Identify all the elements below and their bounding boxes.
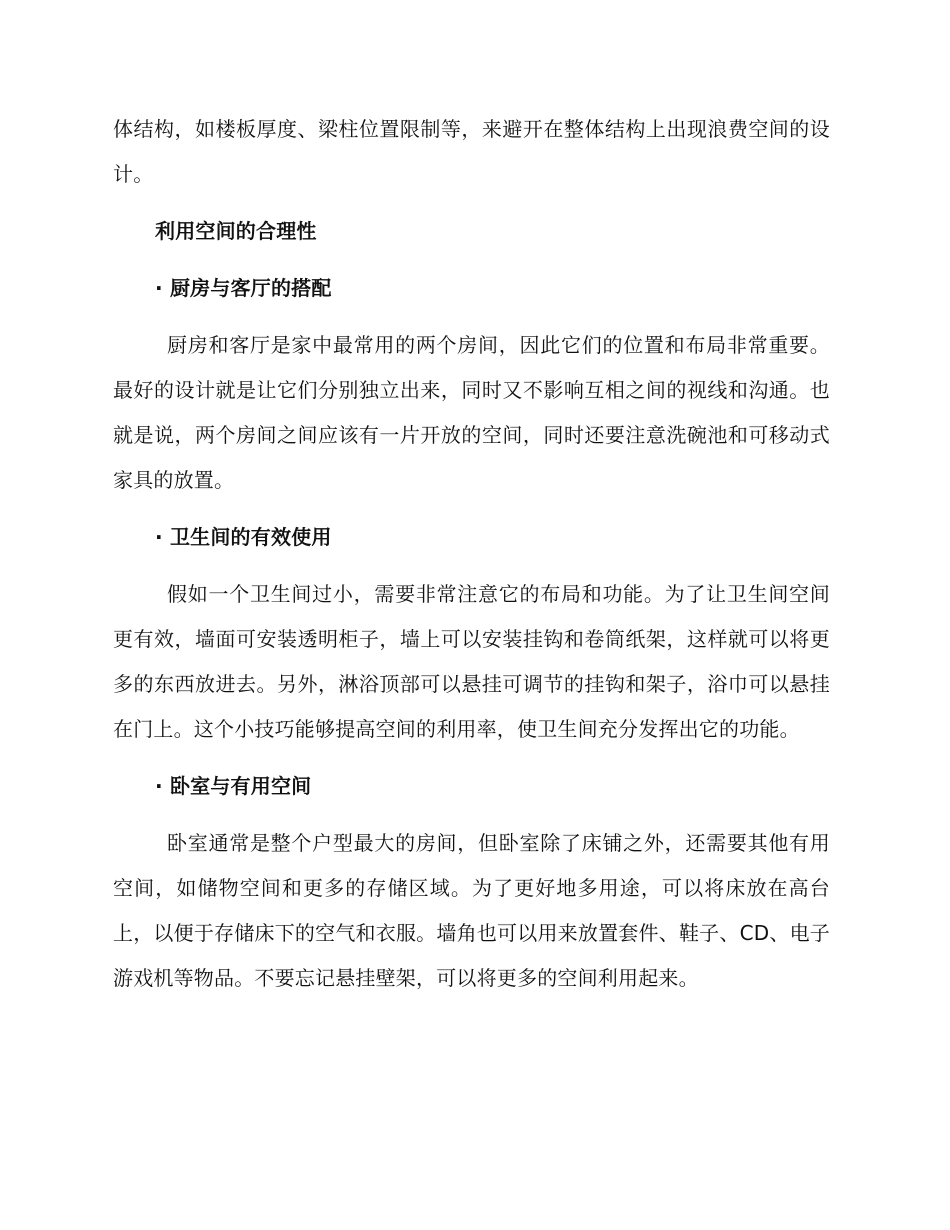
paragraph-kitchen-living: 厨房和客厅是家中最常用的两个房间，因此它们的位置和布局非常重要。最好的设计就是让它们分别独立出来，同时又不影响互相之间的视线和沟通。也就是说，两个房间之间应该有一片开放的空间，同时还要注意洗碗池和可移动式家具的放置。 [113,333,830,492]
document-body [113,107,830,1001]
subheading-kitchen-living: · 厨房与客厅的搭配 [155,276,332,300]
intro-paragraph: 体结构，如楼板厚度、梁柱位置限制等，来避开在整体结构上出现浪费空间的设计。 [113,117,830,186]
paragraph-bathroom: 假如一个卫生间过小，需要非常注意它的布局和功能。为了让卫生间空间更有效，墙面可安装透明柜子，墙上可以安装挂钩和卷筒纸架，这样就可以将更多的东西放进去。另外，淋浴顶部可以悬挂可调节的挂钩和架子，浴巾可以悬挂在门上。这个小技巧能够提高空间的利用率，使卫生间充分发挥出它的功能。 [113,582,830,741]
section-title: 利用空间的合理性 [155,219,317,243]
subheading-bedroom: · 卧室与有用空间 [155,774,312,798]
paragraph-bedroom: 卧室通常是整个户型最大的房间，但卧室除了床铺之外，还需要其他有用空间，如储物空间和更多的存储区域。为了更好地多用途，可以将床放在高台上，以便于存储床下的空气和衣服。墙角也可以用来放置套件、鞋子、CD、电子游戏机等物品。不要忘记悬挂壁架，可以将更多的空间利用起来。 [113,831,830,990]
subheading-bathroom: · 卫生间的有效使用 [155,525,332,549]
